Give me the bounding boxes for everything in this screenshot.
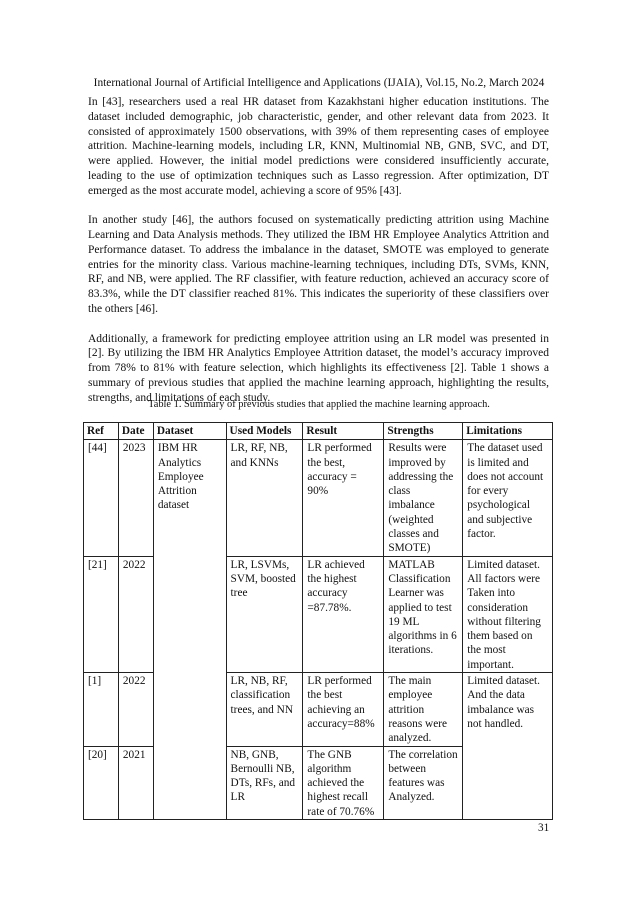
cell-strengths: The correlation between features was Analyzed. bbox=[384, 746, 463, 819]
header-strengths: Strengths bbox=[384, 423, 463, 440]
cell-strengths: Results were improved by addressing the class imbalance (weighted classes and SMOTE) bbox=[384, 440, 463, 556]
header-result: Result bbox=[303, 423, 384, 440]
body-text bbox=[88, 95, 549, 405]
cell-date: 2023 bbox=[118, 440, 153, 556]
running-header: International Journal of Artificial Intelligence and Applications (IJAIA), Vol.15, No.2, March 2024 bbox=[93, 77, 545, 89]
header-dataset: Dataset bbox=[153, 423, 226, 440]
table-header-row bbox=[84, 423, 553, 440]
cell-limitations bbox=[463, 746, 553, 819]
cell-dataset-empty bbox=[153, 746, 226, 819]
cell-date: 2022 bbox=[118, 556, 153, 672]
paragraph: In another study [46], the authors focused on systematically predicting attrition using Machine Learning and Data Analysis methods. They utilized the IBM HR Employee Analytics Attrition and Performance dataset. To address the imbalance in the dataset, SMOTE was employed to generate entries for the minority class. Various machine-learning techniques, including DTs, SVMs, KNN, RF, and NB, were applied. The RF classifier, with feature reduction, achieved an accuracy score of 83.3%, while the DT classifier reached 81%. This indicates the superiority of these classifiers over the others [46]. bbox=[88, 214, 549, 315]
table-caption: Table 1. Summary of previous studies that applied the machine learning approach. bbox=[148, 399, 490, 410]
cell-models: LR, NB, RF, classification trees, and NN bbox=[226, 673, 303, 746]
cell-ref: [1] bbox=[84, 673, 119, 746]
paragraph: Additionally, a framework for predicting employee attrition using an LR model was presented in [2]. By utilizing the IBM HR Analytics Employee Attrition dataset, the model’s accuracy improved from 78% to 81% with feature selection, which highlights its effectiveness [2]. Table 1 shows a summary of previous studies that applied the machine learning approach, highlighting the results, strengths, and limitations of each study. bbox=[88, 332, 549, 404]
summary-table bbox=[83, 422, 553, 820]
cell-dataset: IBM HR Analytics Employee Attrition dataset bbox=[153, 440, 226, 556]
cell-ref: [20] bbox=[84, 746, 119, 819]
cell-limitations: The dataset used is limited and does not account for every psychological and subjective factor. bbox=[463, 440, 553, 556]
cell-result: LR performed the best, accuracy = 90% bbox=[303, 440, 384, 556]
cell-models: NB, GNB, Bernoulli NB, DTs, RFs, and LR bbox=[226, 746, 303, 819]
cell-strengths: The main employee attrition reasons were analyzed. bbox=[384, 673, 463, 746]
header-used-models: Used Models bbox=[226, 423, 303, 440]
cell-models: LR, RF, NB, and KNNs bbox=[226, 440, 303, 556]
cell-result: LR performed the best achieving an accuracy=88% bbox=[303, 673, 384, 746]
header-date: Date bbox=[118, 423, 153, 440]
paragraph: In [43], researchers used a real HR dataset from Kazakhstani higher education institutions. The dataset included demographic, job characteristic, gender, and other relevant data from 2023. It consisted of approximately 1500 observations, with 39% of them representing cases of employee attrition. Machine-learning models, including LR, KNN, Multinomial NB, GNB, SVC, and DT, were applied. However, the initial model predictions were considered insufficiently accurate, leading to the use of optimization techniques such as Lasso regression. After optimization, DT emerged as the most accurate model, achieving a score of 95% [43]. bbox=[88, 96, 549, 197]
cell-result: The GNB algorithm achieved the highest recall rate of 70.76% bbox=[303, 746, 384, 819]
cell-models: LR, LSVMs, SVM, boosted tree bbox=[226, 556, 303, 672]
cell-ref: [44] bbox=[84, 440, 119, 556]
page-number: 31 bbox=[538, 822, 550, 834]
table-row bbox=[84, 746, 553, 819]
header-ref: Ref bbox=[84, 423, 119, 440]
table-row bbox=[84, 673, 553, 746]
cell-dataset-empty bbox=[153, 673, 226, 746]
header-limitations: Limitations bbox=[463, 423, 553, 440]
cell-limitations: Limited dataset. All factors were Taken into consideration without filtering them based on the most important. bbox=[463, 556, 553, 672]
table-row bbox=[84, 556, 553, 672]
cell-strengths: MATLAB Classification Learner was applied to test 19 ML algorithms in 6 iterations. bbox=[384, 556, 463, 672]
cell-result: LR achieved the highest accuracy =87.78%. bbox=[303, 556, 384, 672]
cell-date: 2021 bbox=[118, 746, 153, 819]
cell-ref: [21] bbox=[84, 556, 119, 672]
cell-limitations: Limited dataset. And the data imbalance was not handled. bbox=[463, 673, 553, 746]
cell-dataset-empty bbox=[153, 556, 226, 672]
cell-date: 2022 bbox=[118, 673, 153, 746]
table-row bbox=[84, 440, 553, 556]
